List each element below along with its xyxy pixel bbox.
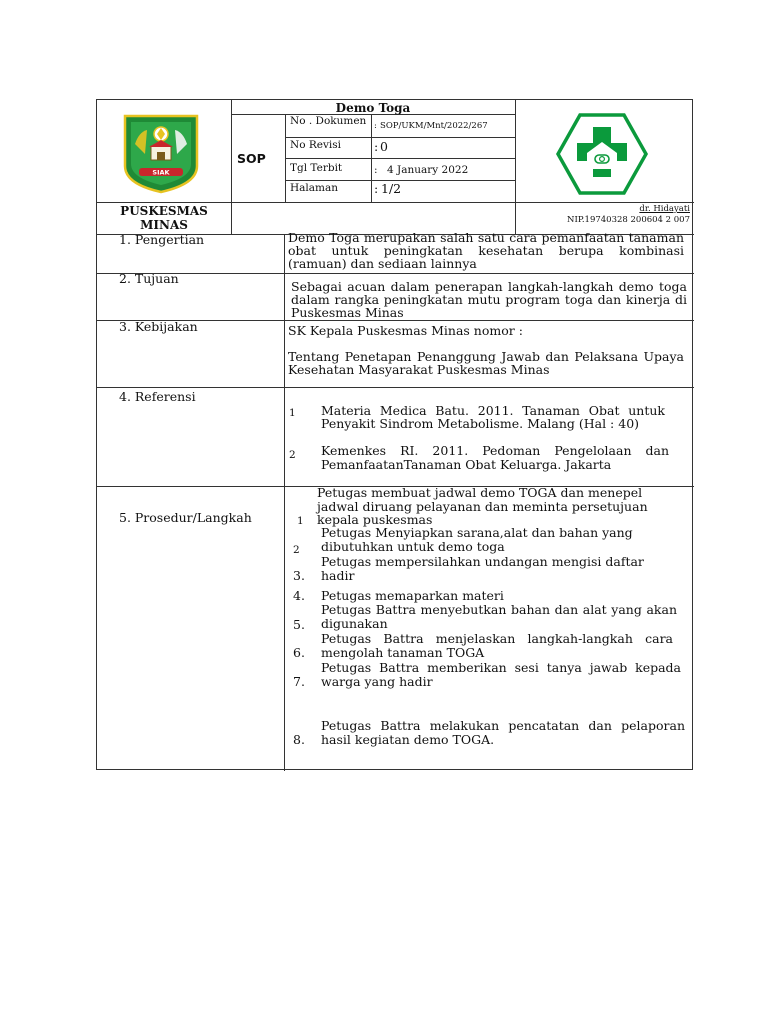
field-label-issue-date: Tgl Terbit: [290, 162, 343, 174]
kebijakan-line-1: SK Kepala Puskesmas Minas nomor :: [288, 323, 523, 338]
step-number: 7.: [293, 674, 305, 689]
reference-item: Materia Medica Batu. 2011. Tanaman Obat untuk Penyakit Sindrom Metabolisme. Malang (Hal : 40): [321, 403, 665, 431]
procedure-step: Petugas Battra menyebutkan bahan dan alat yang akan digunakan: [321, 602, 677, 631]
sop-document: [96, 99, 693, 770]
section-label-pengertian: 1. Pengertian: [119, 232, 205, 247]
divider: [231, 100, 232, 234]
step-number: 2: [293, 544, 300, 556]
procedure-step: Petugas Menyiapkan sarana,alat dan bahan yang dibutuhkan untuk demo toga: [321, 525, 633, 554]
signer-nip: NIP.19740328 200604 2 007: [567, 215, 690, 225]
reference-number: 1: [289, 407, 296, 419]
divider: [284, 234, 285, 771]
step-number: 3.: [293, 568, 305, 583]
divider: [97, 387, 694, 388]
procedure-step: Petugas Battra memberikan sesi tanya jawab kepada warga yang hadir: [321, 660, 681, 689]
field-value-revision: 0: [380, 139, 388, 154]
step-number: 5.: [293, 617, 305, 632]
step-number: 1: [297, 515, 304, 527]
field-value-page: 1/2: [381, 181, 402, 196]
section-label-referensi: 4. Referensi: [119, 389, 196, 404]
divider: [97, 273, 694, 274]
field-value-issue-date: 4 January 2022: [387, 164, 469, 176]
procedure-step: Petugas memaparkan materi: [321, 588, 504, 603]
section-label-tujuan: 2. Tujuan: [119, 271, 179, 286]
field-separator: :: [374, 139, 379, 154]
section-label-prosedur: 5. Prosedur/Langkah: [119, 510, 252, 525]
document-title: Demo Toga: [335, 101, 411, 115]
reference-number: 2: [289, 449, 296, 461]
field-label-page: Halaman: [290, 182, 339, 194]
sop-label: SOP: [237, 151, 266, 166]
procedure-step: Petugas membuat jadwal demo TOGA dan menepel jadwal diruang pelayanan dan meminta persetujuan kepala puskesmas: [317, 485, 648, 527]
signer-name: dr. Hidayati: [639, 204, 690, 214]
step-number: 8.: [293, 732, 305, 747]
procedure-step: Petugas Battra melakukan pencatatan dan pelaporan hasil kegiatan demo TOGA.: [321, 718, 685, 747]
puskesmas-logo-icon: [556, 113, 648, 195]
divider: [285, 158, 515, 159]
kebijakan-line-2: Tentang Penetapan Penanggung Jawab dan Pelaksana Upaya Kesehatan Masyarakat Puskesmas Minas: [288, 349, 684, 377]
field-label-document-no: No . Dokumen: [290, 115, 367, 127]
procedure-step: Petugas mempersilahkan undangan mengisi daftar hadir: [321, 554, 644, 583]
reference-item: Kemenkes RI. 2011. Pedoman Pengelolaan dan PemanfaatanTanaman Obat Keluarga. Jakarta: [321, 443, 669, 472]
step-number: 6.: [293, 645, 305, 660]
field-separator: :: [374, 164, 378, 176]
section-label-kebijakan: 3. Kebijakan: [119, 319, 198, 334]
procedure-step: Petugas Battra menjelaskan langkah-langkah cara mengolah tanaman TOGA: [321, 631, 673, 660]
field-label-revision: No Revisi: [290, 139, 342, 151]
field-value-document-no: SOP/UKM/Mnt/2022/267: [380, 121, 488, 131]
regency-crest-icon: [121, 114, 201, 194]
section-text-tujuan: Sebagai acuan dalam penerapan langkah-langkah demo toga dalam rangka peningkatan mutu program toga dan kinerja di Puskesmas Minas: [291, 279, 687, 320]
step-number: 4.: [293, 588, 305, 603]
organization-name: PUSKESMAS MINAS: [120, 204, 208, 232]
field-separator: :: [374, 181, 379, 196]
section-text-pengertian: Demo Toga merupakan salah satu cara pemanfaatan tanaman obat untuk peningkatan kesehatan berupa kombinasi (ramuan) dan sediaan lainnya: [288, 230, 684, 271]
crest-text: SIAK: [152, 168, 170, 177]
field-separator: :: [374, 121, 377, 131]
